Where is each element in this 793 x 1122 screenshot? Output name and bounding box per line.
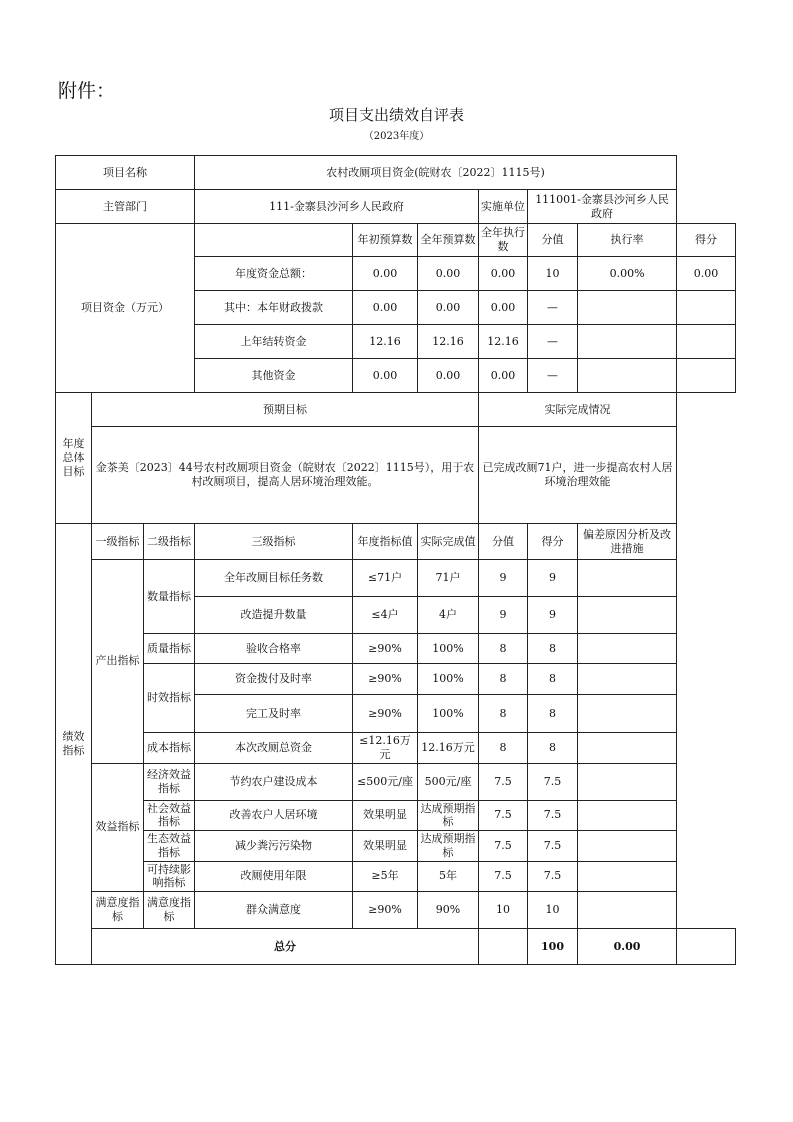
indicator-target: ≥90% (353, 695, 418, 733)
indicator-actual: 500元/座 (418, 763, 479, 800)
funds-header-row (56, 224, 736, 257)
indicator-score: 7.5 (528, 800, 578, 831)
indicator-score-value: 8 (479, 664, 528, 695)
page-title: 项目支出绩效自评表 (328, 106, 464, 124)
indicator-target: 效果明显 (353, 800, 418, 831)
perf-header-score-value: 分值 (479, 524, 528, 560)
funds-row-initial: 0.00 (353, 257, 418, 291)
level2-economic: 经济效益指标 (144, 763, 195, 800)
indicator-score: 8 (528, 664, 578, 695)
perf-row (56, 664, 736, 695)
project-name-row (56, 156, 736, 190)
indicator-note (578, 597, 677, 634)
funds-header-blank (195, 224, 353, 257)
indicator-name: 全年改厕目标任务数 (195, 560, 353, 597)
indicator-score: 8 (528, 634, 578, 664)
goals-actual-header: 实际完成情况 (479, 393, 677, 427)
funds-row-score (677, 291, 736, 325)
funds-row-score (677, 325, 736, 359)
perf-header-note: 偏差原因分析及改进措施 (578, 524, 677, 560)
funds-header-score-value: 分值 (528, 224, 578, 257)
indicator-target: ≤71户 (353, 560, 418, 597)
level1-satisfaction: 满意度指标 (92, 892, 144, 929)
goals-actual-text: 已完成改厕71户，进一步提高农村人居环境治理效能 (479, 427, 677, 524)
indicator-note (578, 800, 677, 831)
indicator-note (578, 861, 677, 892)
perf-header-target: 年度指标值 (353, 524, 418, 560)
funds-row-initial: 0.00 (353, 291, 418, 325)
indicator-name: 改厕使用年限 (195, 861, 353, 892)
funds-row-score (677, 359, 736, 393)
goals-expected-header: 预期目标 (92, 393, 479, 427)
perf-row (56, 892, 736, 929)
perf-row (56, 733, 736, 764)
indicator-actual: 5年 (418, 861, 479, 892)
indicator-target: ≤500元/座 (353, 763, 418, 800)
indicator-note (578, 634, 677, 664)
level1-output: 产出指标 (92, 560, 144, 764)
perf-row (56, 831, 736, 862)
dept-value: 111-金寨县沙河乡人民政府 (195, 190, 479, 224)
indicator-target: ≤12.16万元 (353, 733, 418, 764)
indicator-target: ≤4户 (353, 597, 418, 634)
indicator-score-value: 9 (479, 560, 528, 597)
level1-benefit: 效益指标 (92, 763, 144, 892)
funds-label: 项目资金（万元） (56, 224, 195, 393)
funds-row-rate (578, 291, 677, 325)
indicator-score-value: 8 (479, 634, 528, 664)
department-row (56, 190, 736, 224)
level2-cost: 成本指标 (144, 733, 195, 764)
perf-header-row (56, 524, 736, 560)
indicator-note (578, 892, 677, 929)
funds-header-initial: 年初预算数 (353, 224, 418, 257)
level2-quantity: 数量指标 (144, 560, 195, 634)
project-name-label: 项目名称 (56, 156, 195, 190)
funds-row-executed: 0.00 (479, 359, 528, 393)
perf-header-level3: 三级指标 (195, 524, 353, 560)
perf-header-level1: 一级指标 (92, 524, 144, 560)
perf-label: 绩效指标 (56, 524, 92, 965)
funds-row-label: 其他资金 (195, 359, 353, 393)
indicator-score: 7.5 (528, 831, 578, 862)
dept-label: 主管部门 (56, 190, 195, 224)
indicator-actual: 100% (418, 634, 479, 664)
indicator-actual: 100% (418, 664, 479, 695)
indicator-target: 效果明显 (353, 831, 418, 862)
funds-header-rate: 执行率 (578, 224, 677, 257)
indicator-target: ≥90% (353, 634, 418, 664)
funds-row-annual: 0.00 (418, 257, 479, 291)
funds-row-rate (578, 359, 677, 393)
perf-header-score: 得分 (528, 524, 578, 560)
indicator-name: 资金拨付及时率 (195, 664, 353, 695)
funds-row-rate (578, 325, 677, 359)
funds-row-annual: 0.00 (418, 291, 479, 325)
funds-row-executed: 0.00 (479, 257, 528, 291)
level2-timeliness: 时效指标 (144, 664, 195, 733)
perf-row (56, 861, 736, 892)
indicator-note (578, 695, 677, 733)
indicator-actual: 71户 (418, 560, 479, 597)
level2-satisfaction: 满意度指标 (144, 892, 195, 929)
indicator-score-value: 8 (479, 695, 528, 733)
funds-row-score-value: — (528, 325, 578, 359)
funds-row-initial: 0.00 (353, 359, 418, 393)
funds-row-annual: 12.16 (418, 325, 479, 359)
indicator-note (578, 560, 677, 597)
indicator-score: 7.5 (528, 763, 578, 800)
indicator-name: 节约农户建设成本 (195, 763, 353, 800)
indicator-score: 8 (528, 695, 578, 733)
attachment-label: 附件： (58, 80, 116, 102)
funds-row-annual: 0.00 (418, 359, 479, 393)
total-note (677, 929, 736, 965)
indicator-name: 改善农户人居环境 (195, 800, 353, 831)
total-score: 0.00 (578, 929, 677, 965)
indicator-score-value: 8 (479, 733, 528, 764)
level2-ecological: 生态效益指标 (144, 831, 195, 862)
indicator-note (578, 763, 677, 800)
indicator-score-value: 7.5 (479, 763, 528, 800)
goals-label: 年度总体目标 (56, 393, 92, 524)
indicator-score-value: 9 (479, 597, 528, 634)
indicator-actual: 4户 (418, 597, 479, 634)
indicator-actual: 100% (418, 695, 479, 733)
funds-row-label: 年度资金总额： (195, 257, 353, 291)
performance-table (55, 155, 736, 965)
perf-row (56, 634, 736, 664)
indicator-name: 本次改厕总资金 (195, 733, 353, 764)
indicator-score: 9 (528, 560, 578, 597)
funds-row-score-value: 10 (528, 257, 578, 291)
perf-row (56, 763, 736, 800)
indicator-name: 完工及时率 (195, 695, 353, 733)
funds-row-rate: 0.00% (578, 257, 677, 291)
indicator-note (578, 664, 677, 695)
project-name-value: 农村改厕项目资金(皖财农〔2022〕1115号) (195, 156, 677, 190)
indicator-name: 减少粪污污染物 (195, 831, 353, 862)
funds-row-score: 0.00 (677, 257, 736, 291)
indicator-score: 9 (528, 597, 578, 634)
page-subtitle: （2023年度） (363, 131, 430, 142)
indicator-name: 改造提升数量 (195, 597, 353, 634)
perf-header-actual: 实际完成值 (418, 524, 479, 560)
indicator-target: ≥90% (353, 892, 418, 929)
funds-row-label: 其中：本年财政拨款 (195, 291, 353, 325)
indicator-note (578, 733, 677, 764)
funds-row-executed: 0.00 (479, 291, 528, 325)
funds-header-executed: 全年执行数 (479, 224, 528, 257)
impl-value: 111001-金寨县沙河乡人民政府 (528, 190, 677, 224)
indicator-target: ≥5年 (353, 861, 418, 892)
funds-row-score-value: — (528, 359, 578, 393)
goals-content-row (56, 427, 736, 524)
funds-row-executed: 12.16 (479, 325, 528, 359)
indicator-actual: 90% (418, 892, 479, 929)
goals-header-row (56, 393, 736, 427)
total-score-value: 100 (528, 929, 578, 965)
perf-row (56, 800, 736, 831)
level2-social: 社会效益指标 (144, 800, 195, 831)
indicator-name: 群众满意度 (195, 892, 353, 929)
total-row (56, 929, 736, 965)
level2-quality: 质量指标 (144, 634, 195, 664)
indicator-score: 8 (528, 733, 578, 764)
indicator-actual: 达成预期指标 (418, 831, 479, 862)
indicator-actual: 12.16万元 (418, 733, 479, 764)
perf-row (56, 560, 736, 597)
funds-row-label: 上年结转资金 (195, 325, 353, 359)
level2-sustainable: 可持续影响指标 (144, 861, 195, 892)
indicator-score-value: 7.5 (479, 861, 528, 892)
funds-header-annual: 全年预算数 (418, 224, 479, 257)
indicator-actual: 达成预期指标 (418, 800, 479, 831)
indicator-score-value: 7.5 (479, 800, 528, 831)
indicator-score: 10 (528, 892, 578, 929)
funds-row-initial: 12.16 (353, 325, 418, 359)
indicator-score: 7.5 (528, 861, 578, 892)
funds-row-score-value: — (528, 291, 578, 325)
indicator-name: 验收合格率 (195, 634, 353, 664)
indicator-note (578, 831, 677, 862)
indicator-score-value: 7.5 (479, 831, 528, 862)
goals-expected-text: 金茶美〔2023〕44号农村改厕项目资金（皖财农〔2022〕1115号），用于农村改厕项目，提高人居环境治理效能。 (92, 427, 479, 524)
indicator-target: ≥90% (353, 664, 418, 695)
impl-label: 实施单位 (479, 190, 528, 224)
funds-header-score: 得分 (677, 224, 736, 257)
indicator-score-value: 10 (479, 892, 528, 929)
total-blank (479, 929, 528, 965)
perf-header-level2: 二级指标 (144, 524, 195, 560)
total-label: 总分 (92, 929, 479, 965)
